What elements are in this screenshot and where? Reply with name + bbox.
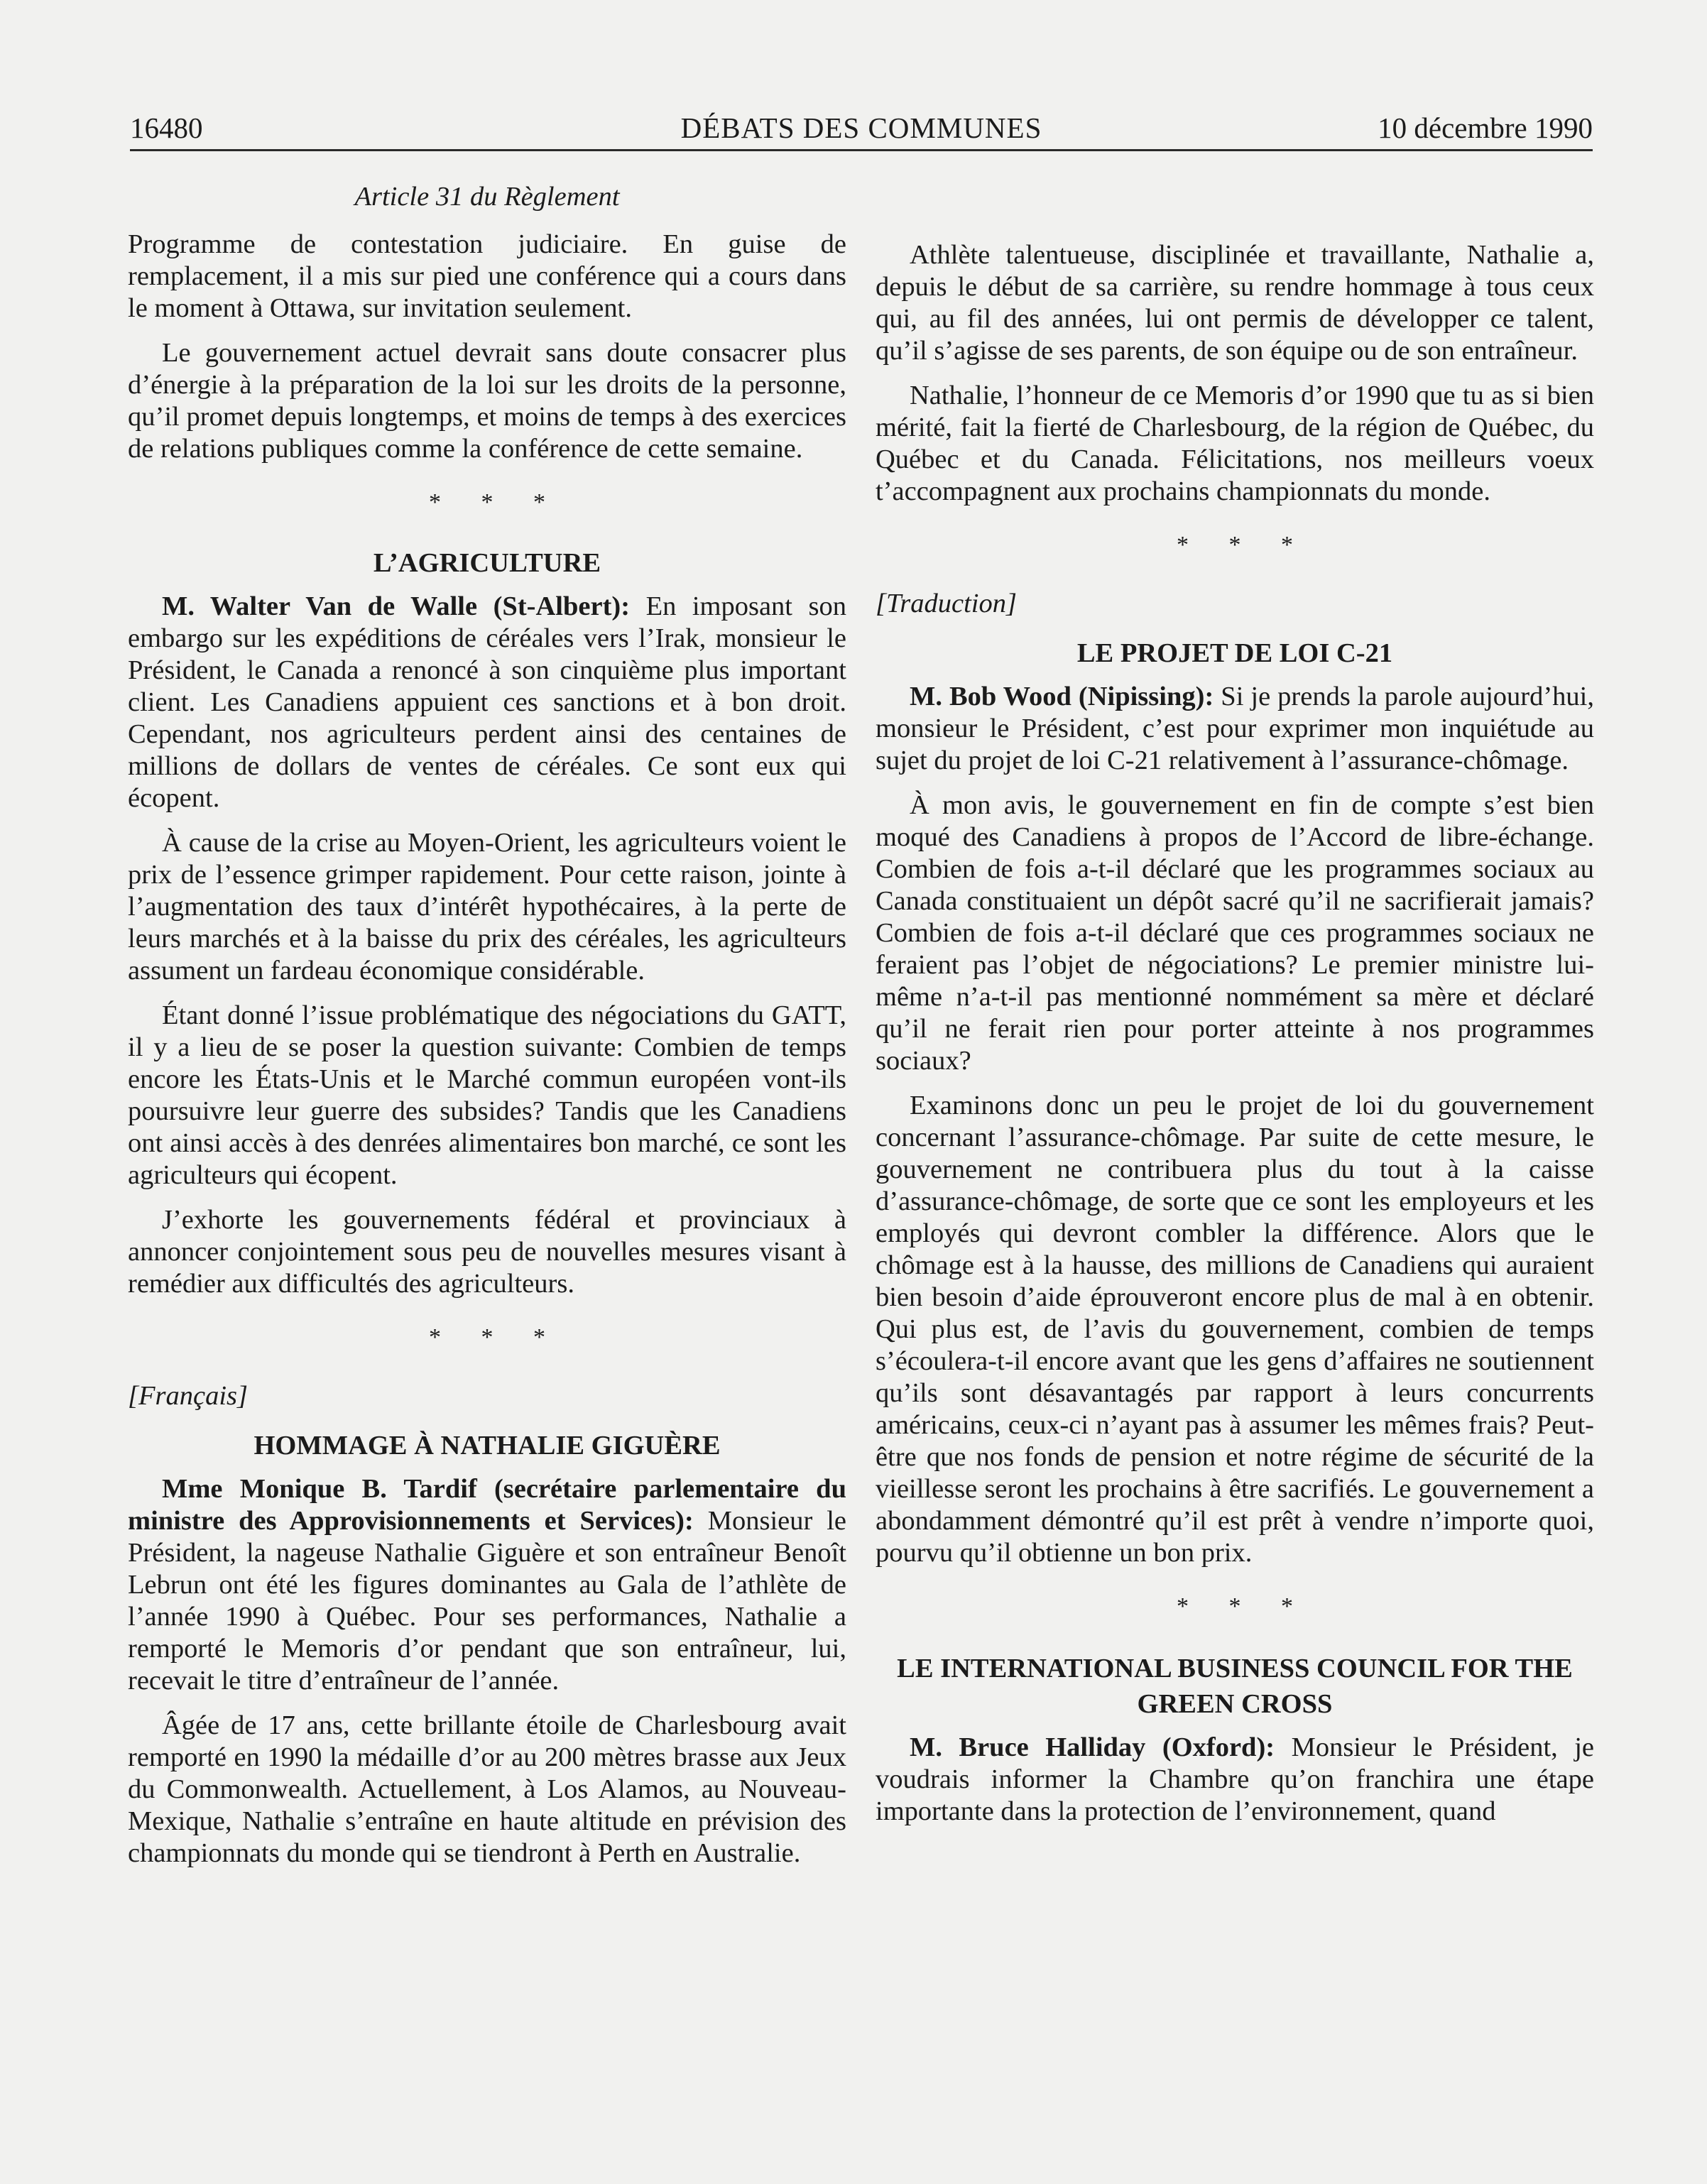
speaker-name: M. Bruce Halliday (Oxford): xyxy=(910,1732,1275,1762)
paragraph: J’exhorte les gouvernements fédéral et provinciaux à annoncer conjointement sous peu de nouvelles mesures visant à remédier aux difficultés des agriculteurs. xyxy=(128,1205,846,1299)
speaker-name: M. Bob Wood (Nipissing): xyxy=(910,682,1214,711)
paragraph: Âgée de 17 ans, cette brillante étoile de Charlesbourg avait remporté en 1990 la médaille d’or au 200 mètres brasse aux Jeux du Commonwealth. Actuellement, à Los Alamos, au Nouveau-Mexique, Nathalie s’entraîne en haute altitude en prévision des championnats du monde qui se tiendront à Perth en Australie. xyxy=(128,1710,846,1868)
section-separator: * * * xyxy=(429,1324,562,1350)
paragraph xyxy=(128,1473,846,1697)
journal-title: DÉBATS DES COMMUNES xyxy=(680,111,1042,144)
section-heading: HOMMAGE À NATHALIE GIGUÈRE xyxy=(253,1431,721,1460)
section-heading: L’AGRICULTURE xyxy=(373,548,601,578)
speech-text: Si je prends la parole aujourd’hui, monsieur le Président, c’est pour exprimer mon inquiétude au sujet du projet de loi C-21 relativement à l’assurance-chômage. xyxy=(876,682,1595,775)
running-header xyxy=(130,105,1593,151)
speech-text: En imposant son embargo sur les expéditions de céréales vers l’Irak, monsieur le Président, le Canada a renoncé à son cinquième plus important client. Les Canadiens appuient ces sanctions et à bon droit. Cependant, nos agriculteurs perdent ainsi des centaines de millions de dollars de ventes de céréales. Ce sont eux qui écopent. xyxy=(128,591,847,813)
paragraph: Nathalie, l’honneur de ce Memoris d’or 1990 que tu as si bien mérité, fait la fierté de Charlesbourg, de la région de Québec, du Québec et du Canada. Félicitations, nos meilleurs voeux t’accompagnent aux prochains championnats du monde. xyxy=(876,381,1594,506)
speaker-name: M. Walter Van de Walle (St-Albert): xyxy=(162,591,631,621)
speaker-name: Mme Monique B. Tardif (secrétaire parlementaire du ministre des Approvisionnements et Services): xyxy=(128,1474,846,1536)
paragraph: À mon avis, le gouvernement en fin de compte s’est bien moqué des Canadiens à propos de l’Accord de libre-échange. Combien de fois a-t-il déclaré que les programmes sociaux au Canada constituaient un dépôt sacré qu’il ne sacrifierait jamais? Combien de fois a-t-il déclaré que ces programmes sociaux ne feraient pas l’objet de négociations? Le premier ministre lui-même n’a-t-il pas mentionné nommément sa mère et déclaré qu’il ne ferait rien pour porter atteinte à nos programmes sociaux? xyxy=(876,790,1594,1076)
section-separator: * * * xyxy=(1177,1593,1310,1620)
section-heading: LE PROJET DE LOI C-21 xyxy=(1076,638,1393,668)
paragraph: Programme de contestation judiciaire. En guise de remplacement, il a mis sur pied une conférence qui a cours dans le moment à Ottawa, sur invitation seulement. xyxy=(128,229,846,323)
paragraph xyxy=(876,681,1594,777)
language-tag: [Traduction] xyxy=(876,589,1017,618)
speech-text: Monsieur le Président, je voudrais informer la Chambre qu’on franchira une étape importante dans la protection de l’environnement, quand xyxy=(876,1732,1595,1826)
paragraph: Étant donné l’issue problématique des négociations du GATT, il y a lieu de se poser la question suivante: Combien de temps encore les États-Unis et le Marché commun européen vont-ils poursuivre leur guerre des subsides? Tandis que les Canadiens ont ainsi accès à des denrées alimentaires bon marché, ce sont les agriculteurs qui écopent. xyxy=(128,1000,846,1190)
section-separator: * * * xyxy=(1177,532,1310,558)
language-tag: [Français] xyxy=(128,1381,248,1411)
paragraph xyxy=(876,1732,1594,1828)
right-column xyxy=(876,181,1594,1840)
left-column xyxy=(128,181,846,1882)
paragraph: Examinons donc un peu le projet de loi du gouvernement concernant l’assurance-chômage. Par suite de cette mesure, le gouvernement ne contribuera plus du tout à la caisse d’assurance-chômage, de sorte que ce sont les employeurs et les employés qui devront combler la différence. Alors que le chômage est à la hausse, des millions de Canadiens qui auraient bien besoin d’aide éprouveront encore plus de mal à en obtenir. Qui plus est, de l’avis du gouvernement, combien de temps s’écoulera-t-il encore avant que les gens d’affaires ne soutiennent qu’ils sont désavantagés par rapport à leurs concurrents américains, ceux-ci n’ayant pas à assumer les mêmes frais? Peut-être que nos fonds de pension et notre régime de sécurité de la vieillesse seront les prochains à être sacrifiés. Le gouvernement a abondamment démontré qu’il est prêt à vendre n’importe quoi, pourvu qu’il obtienne un bon prix. xyxy=(876,1091,1594,1568)
paragraph: Le gouvernement actuel devrait sans doute consacrer plus d’énergie à la préparation de la loi sur les droits de la personne, qu’il promet depuis longtemps, et moins de temps à des exercices de relations publiques comme la conférence de cette semaine. xyxy=(128,338,846,464)
paragraph xyxy=(128,591,846,814)
paragraph: À cause de la crise au Moyen-Orient, les agriculteurs voient le prix de l’essence grimper rapidement. Pour cette raison, jointe à l’augmentation des taux d’intérêt hypothécaires, à la perte de leurs marchés et à la baisse du prix des céréales, les agriculteurs assument un fardeau économique considérable. xyxy=(128,828,846,985)
page-number: 16480 xyxy=(130,111,203,144)
speech-text: Monsieur le Président, la nageuse Nathalie Giguère et son entraîneur Benoît Lebrun ont été les figures dominantes au Gala de l’athlète de l’année 1990 à Québec. Pour ses performances, Nathalie a remporté le Memoris d’or pendant que son entraîneur, lui, recevait le titre d’entraîneur de l’année. xyxy=(128,1506,846,1696)
paragraph: Athlète talentueuse, disciplinée et travaillante, Nathalie a, depuis le début de sa carrière, su rendre hommage à tous ceux qui, au fil des années, lui ont permis de développer ce talent, qu’il s’agisse de ses parents, de son équipe ou de son entraîneur. xyxy=(876,240,1594,366)
section-separator: * * * xyxy=(429,489,562,515)
section-heading: LE INTERNATIONAL BUSINESS COUNCIL FOR THE GREEN CROSS xyxy=(897,1654,1573,1719)
issue-date: 10 décembre 1990 xyxy=(1378,111,1593,144)
section-caption: Article 31 du Règlement xyxy=(354,182,620,212)
